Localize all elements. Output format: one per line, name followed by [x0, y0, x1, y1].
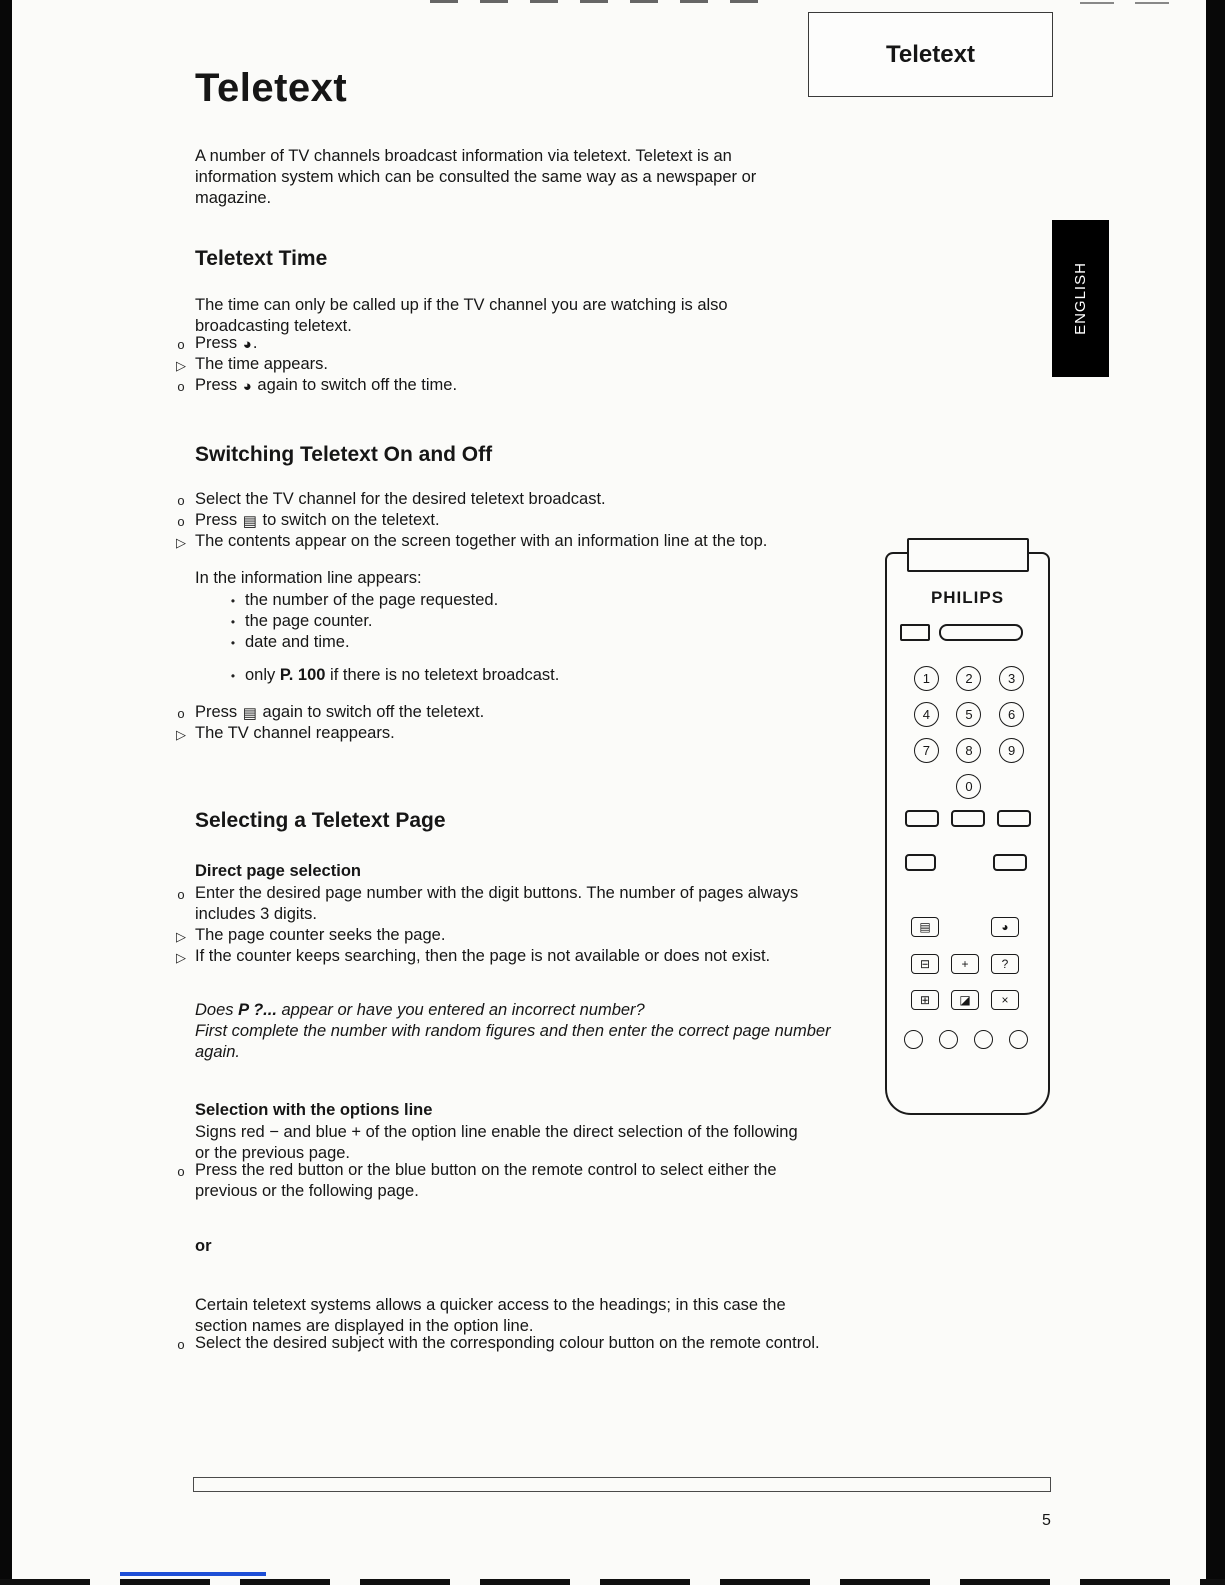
- remote-colour-button-blue: [1009, 1030, 1028, 1049]
- scan-artifact: [430, 0, 770, 3]
- scan-edge-right: [1206, 0, 1225, 1585]
- digit-button: 1: [914, 666, 939, 691]
- list-item: • the number of the page requested.: [245, 590, 815, 611]
- bullet-marker: o: [177, 514, 185, 529]
- chapter-header-label: Teletext: [886, 40, 975, 68]
- language-tab: [1052, 220, 1109, 377]
- options-line-body2: Certain teletext systems allows a quicker access to the headings; in this case the section names are displayed in the option line.: [195, 1296, 786, 1335]
- teletext-icon: ▤: [919, 920, 931, 934]
- list-item: • only P. 100 if there is no teletext broadcast.: [245, 665, 815, 686]
- dot-marker: •: [230, 669, 236, 683]
- page-size-icon: ⊞: [919, 993, 931, 1007]
- info-line-special: [195, 665, 815, 686]
- intro-paragraph: A number of TV channels broadcast information via teletext. Teletext is an information system which can be consulted the same way as a newspaper or magazine.: [195, 147, 757, 207]
- remote-plus-button: [951, 954, 979, 974]
- section-heading-switching: Switching Teletext On and Off: [195, 443, 493, 466]
- scan-edge-bottom: [0, 1579, 1225, 1585]
- question-icon: ?: [1001, 957, 1009, 971]
- result-marker: ▷: [176, 950, 186, 965]
- time-icon: ◕: [1001, 920, 1009, 934]
- split-screen-icon: ⊟: [919, 957, 931, 971]
- teletext-button-icon: ▤: [242, 513, 257, 530]
- page-100-label: P. 100: [279, 666, 326, 684]
- digit-button: 8: [956, 738, 981, 763]
- result-marker: ▷: [176, 535, 186, 550]
- result-marker: ▷: [176, 358, 186, 373]
- bullet-marker: o: [177, 1337, 185, 1352]
- dot-marker: •: [230, 594, 236, 608]
- cancel-icon: ×: [1001, 993, 1009, 1007]
- remote-teletext-button: [911, 917, 939, 937]
- digit-button: 2: [956, 666, 981, 691]
- remote-rect-button: [993, 854, 1027, 871]
- subheading-direct-selection: Direct page selection: [195, 862, 361, 880]
- plus-icon: +: [961, 957, 969, 971]
- time-button-icon: ◕: [242, 336, 252, 353]
- result-marker: ▷: [176, 929, 186, 944]
- language-tab-label: ENGLISH: [1072, 262, 1090, 335]
- scan-artifact: [1080, 2, 1190, 4]
- chapter-header-box: [808, 12, 1053, 97]
- note-question: Does P ?... appear or have you entered an incorrect number?: [195, 1001, 645, 1019]
- list-item: ▷ The contents appear on the screen together with an information line at the top.: [195, 531, 875, 552]
- switching-list-top: [176, 489, 875, 552]
- section-heading-teletext-time: Teletext Time: [195, 247, 328, 270]
- info-line-bullets: [195, 590, 815, 653]
- subheading-options-line: Selection with the options line: [195, 1101, 433, 1119]
- note-answer: First complete the number with random figures and then enter the correct page number again.: [195, 1022, 831, 1061]
- remote-rect-button: [905, 854, 936, 871]
- list-item: • date and time.: [245, 632, 815, 653]
- list-item: o Press the red button or the blue button on the remote control to select either the previous or the following page.: [195, 1160, 820, 1202]
- digit-button: 3: [999, 666, 1024, 691]
- remote-display-window: [939, 624, 1023, 641]
- list-item: o Select the TV channel for the desired teletext broadcast.: [195, 489, 875, 510]
- list-item: ▷ The TV channel reappears.: [195, 723, 815, 744]
- digit-button: 0: [956, 774, 981, 799]
- bullet-marker: o: [177, 706, 185, 721]
- page-title: Teletext: [195, 66, 348, 110]
- digit-button: 6: [999, 702, 1024, 727]
- switching-list-bottom: [176, 702, 815, 744]
- bullet-marker: o: [177, 379, 185, 394]
- list-item: o Press ◕ again to switch off the time.: [195, 375, 815, 396]
- bullet-marker: o: [177, 493, 185, 508]
- dot-marker: •: [230, 636, 236, 650]
- time-button-icon: ◕: [242, 378, 252, 395]
- scan-blue-mark: [120, 1572, 266, 1576]
- scan-edge-left: [0, 0, 12, 1585]
- teletext-button-icon: ▤: [242, 705, 257, 722]
- info-line-label: In the information line appears:: [195, 569, 422, 587]
- or-label: or: [195, 1237, 212, 1255]
- bullet-marker: o: [177, 1164, 185, 1179]
- remote-rect-button: [905, 810, 939, 827]
- list-item: o Enter the desired page number with the digit buttons. The number of pages always includes 3 digits.: [195, 883, 810, 925]
- remote-control-illustration: [885, 552, 1050, 1115]
- mix-icon: ◪: [959, 993, 971, 1007]
- remote-colour-button-yellow: [974, 1030, 993, 1049]
- bullet-marker: o: [177, 887, 185, 902]
- digit-button: 9: [999, 738, 1024, 763]
- remote-cancel-button: [991, 990, 1019, 1010]
- page-number: 5: [1042, 1512, 1051, 1529]
- remote-reveal-button: [991, 954, 1019, 974]
- remote-split-button: [911, 954, 939, 974]
- remote-time-button: [991, 917, 1019, 937]
- list-item: ▷ If the counter keeps searching, then the page is not available or does not exist.: [195, 946, 810, 967]
- footer-rule-box: [193, 1477, 1051, 1492]
- bullet-marker: o: [177, 337, 185, 352]
- list-item: o Select the desired subject with the corresponding colour button on the remote control.: [195, 1333, 915, 1354]
- remote-colour-button-green: [939, 1030, 958, 1049]
- options-line-item1: [177, 1160, 820, 1202]
- remote-standby-button: [900, 624, 930, 641]
- options-line-body1: Signs red − and blue + of the option line enable the direct selection of the following or the previous page.: [195, 1123, 798, 1162]
- list-item: o Press ▤ to switch on the teletext.: [195, 510, 875, 531]
- remote-size-button: [911, 990, 939, 1010]
- teletext-time-list: [176, 333, 815, 396]
- remote-head: [907, 538, 1029, 572]
- list-item: ▷ The time appears.: [195, 354, 815, 375]
- incorrect-number-note: [195, 1000, 835, 1063]
- options-line-item2: [177, 1333, 915, 1354]
- remote-mix-button: [951, 990, 979, 1010]
- list-item: o Press ▤ again to switch off the teletext.: [195, 702, 815, 723]
- remote-keypad: [905, 666, 1033, 799]
- direct-selection-list: [176, 883, 810, 967]
- remote-brand-label: PHILIPS: [930, 588, 1005, 607]
- list-item: o Press ◕.: [195, 333, 815, 354]
- list-item: • the page counter.: [245, 611, 815, 632]
- digit-button: 7: [914, 738, 939, 763]
- list-item: ▷ The page counter seeks the page.: [195, 925, 810, 946]
- remote-colour-button-red: [904, 1030, 923, 1049]
- remote-rect-button: [951, 810, 985, 827]
- remote-rect-button: [997, 810, 1031, 827]
- section-heading-selecting: Selecting a Teletext Page: [195, 809, 446, 832]
- digit-button: 5: [956, 702, 981, 727]
- result-marker: ▷: [176, 727, 186, 742]
- digit-button: 4: [914, 702, 939, 727]
- dot-marker: •: [230, 615, 236, 629]
- teletext-time-body: The time can only be called up if the TV channel you are watching is also broadcasting teletext.: [195, 296, 728, 335]
